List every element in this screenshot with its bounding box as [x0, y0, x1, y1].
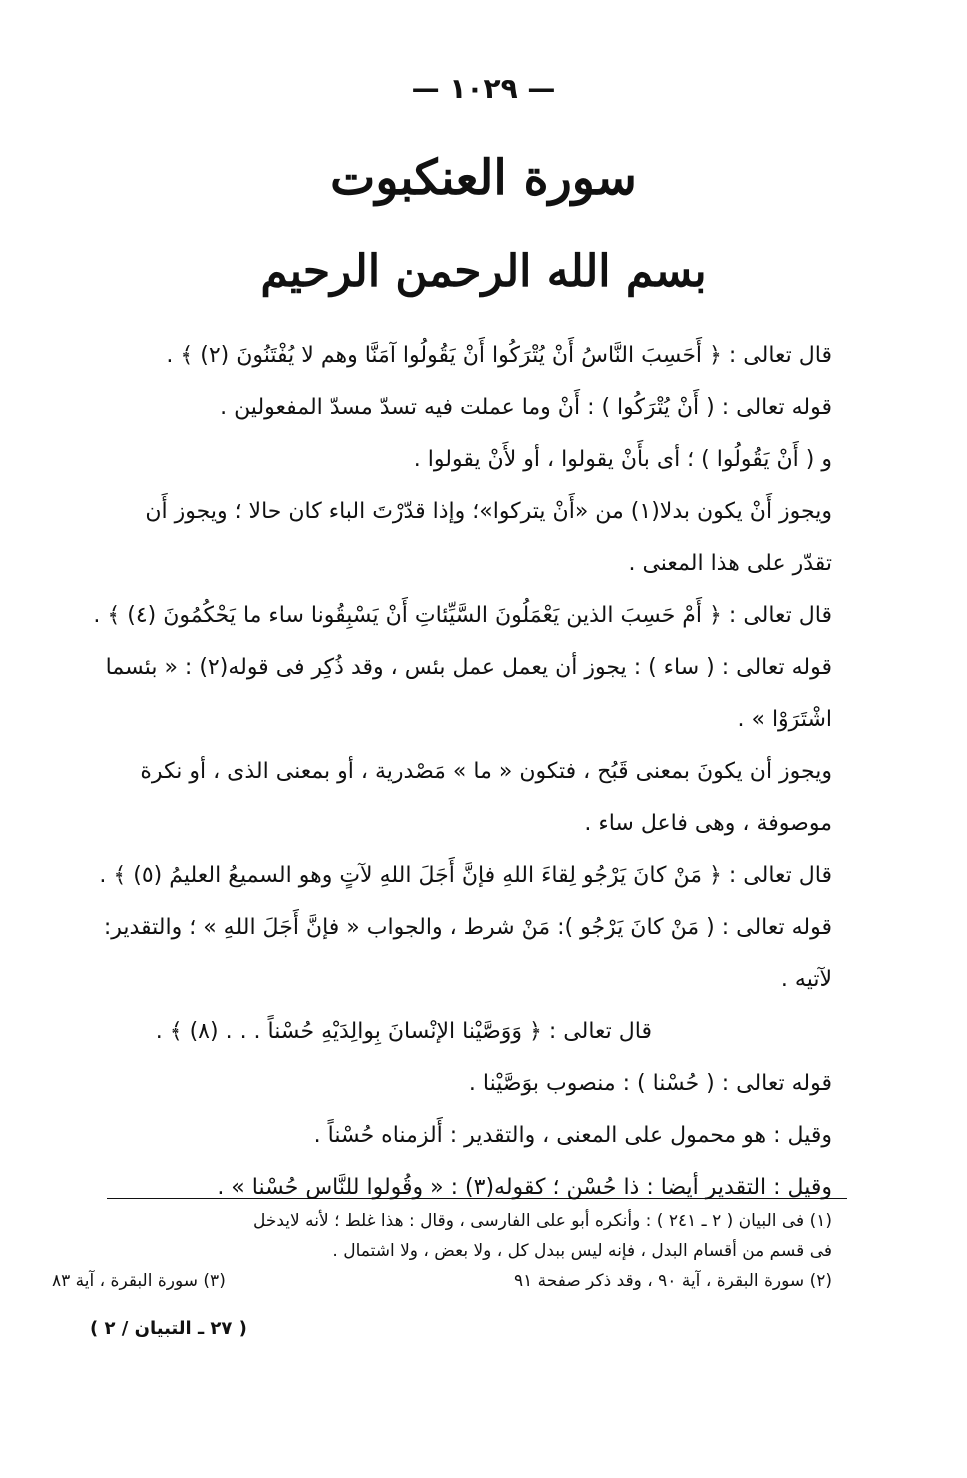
footnote-2: (٢) سورة البقرة ، آية ٩٠ ، وقد ذكر صفحة ٩١ — [513, 1271, 832, 1291]
text-line: قال تعالى : ﴿ وَوَصَّيْنا الإنْسانَ بِوالِدَيْهِ حُسْناً . . . (٨) ﴾ . — [155, 1019, 652, 1044]
footnote-divider — [107, 1198, 847, 1199]
text-line: موصوفة ، وهى فاعل ساء . — [584, 811, 832, 836]
text-line: ويجوز أن يكونَ بمعنى قَبُح ، فتكون « ما » مَصْدرية ، أو بمعنى الذى ، أو نكرة — [140, 759, 832, 784]
basmala: بسم الله الرحمن الرحيم — [260, 246, 707, 297]
footnote-1-line-1: (١) فى البيان ( ٢ ـ ٢٤١ ) : وأنكره أبو على الفارسى ، وقال : هذا غلط ؛ لأنه لايدخل — [252, 1211, 832, 1231]
surah-title: سورة العنكبوت — [330, 150, 637, 206]
text-line: قوله تعالى : ( ساء ) : يجوز أن يعمل عمل بئس ، وقد ذُكِر فى قوله(٢) : « بئسما — [105, 655, 832, 680]
footnote-1-line-2: فى قسم من أقسام البدل ، فإنه ليس ببدل كل ، ولا بعض ، ولا اشتمال . — [332, 1241, 832, 1261]
footnotes — [52, 1206, 832, 1296]
text-line: ويجوز أَنْ يكون بدلا(١) من «أَنْ يتركوا»؛ وإذا قدّرْتَ الباء كان حالا ؛ ويجوز أَن — [145, 499, 832, 524]
text-line: قال تعالى : ﴿ أَمْ حَسِبَ الذين يَعْمَلُونَ السَّيِّئاتِ أَنْ يَسْبِقُونا ساء ما يَحْكُمُونَ (٤) ﴾ . — [93, 603, 832, 628]
text-line: وقيل : التقدير أيضا : ذا حُسْن ؛ كقوله(٣) : « وقُولوا للنَّاس حُسْنا » . — [217, 1175, 832, 1200]
text-line: قال تعالى : ﴿ أَحَسِبَ النَّاسُ أَنْ يُتْرَكُوا أَنْ يَقُولُوا آمَنَّا وهم لا يُفْتَنُونَ (٢) ﴾ . — [166, 343, 832, 368]
text-line: قوله تعالى : ( أَنْ يُتْرَكُوا ) : أَنْ وما عملت فيه تسدّ مسدّ المفعولين . — [220, 395, 832, 420]
text-line: و ( أَنْ يَقُولُوا ) ؛ أى بأَنْ يقولوا ، أو لأَنْ يقولوا . — [413, 447, 832, 472]
text-line: اشْتَرَوْا » . — [737, 707, 832, 732]
text-line: قال تعالى : ﴿ مَنْ كانَ يَرْجُو لِقاءَ اللهِ فإنَّ أَجَلَ اللهِ لآتٍ وهو السميعُ العليمُ (٥) ﴾ . — [99, 863, 832, 888]
body-text — [52, 330, 832, 1214]
page-number: — ١٠٢٩ — — [411, 72, 556, 105]
text-line: وقيل : هو محمول على المعنى ، والتقدير : أَلزمناه حُسْناً . — [313, 1123, 832, 1148]
text-line: تقدّر على هذا المعنى . — [628, 551, 832, 576]
printer-signature: ( ٢٧ ـ التبيان / ٢ ) — [90, 1318, 247, 1339]
text-line: قوله تعالى : ( حُسْنا ) : منصوب بوَصَّيْنا . — [468, 1071, 832, 1096]
text-line: لآتيه . — [780, 967, 832, 992]
footnote-row — [52, 1266, 832, 1296]
text-line: قوله تعالى : ( مَنْ كانَ يَرْجُو ): مَنْ شرط ، والجواب « فإنَّ أَجَلَ اللهِ » ؛ والتقدير: — [103, 915, 832, 940]
footnote-3: (٣) سورة البقرة ، آية ٨٣ — [52, 1271, 226, 1291]
